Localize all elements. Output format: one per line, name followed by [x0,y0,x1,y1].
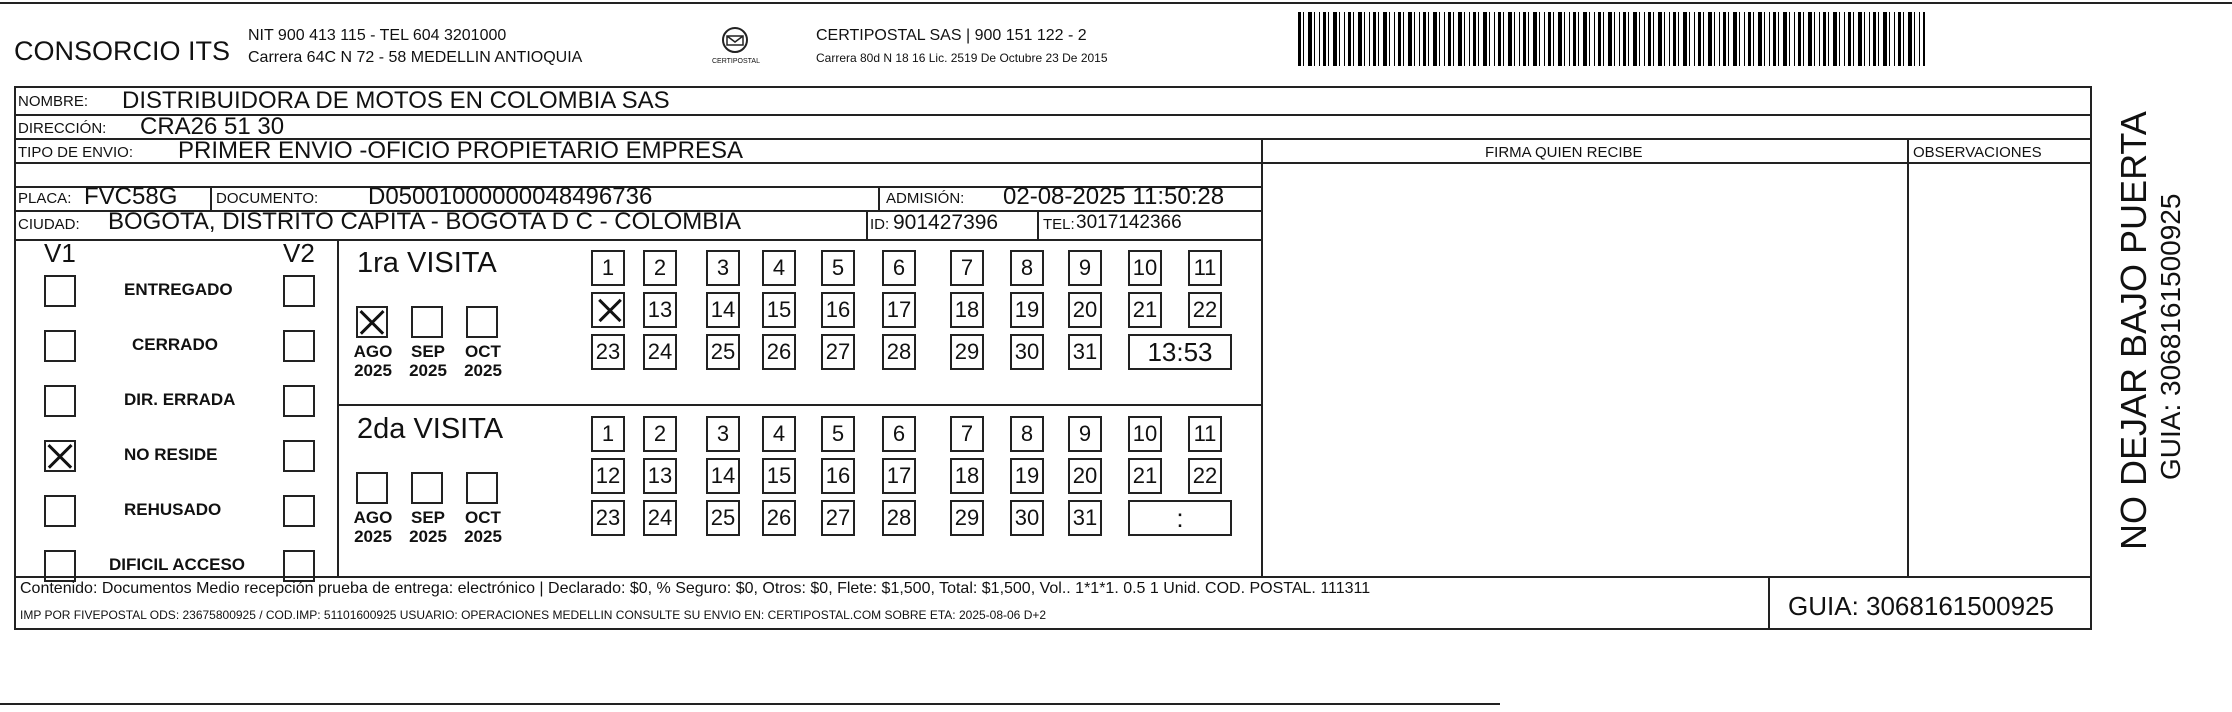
month-label [405,342,451,380]
month-label [350,508,396,546]
day-box-1[interactable]: 1 [591,416,625,452]
status-label: DIR. ERRADA [124,390,236,409]
day-box-20[interactable]: 20 [1068,292,1102,328]
month-label [405,508,451,546]
visit-divider [337,404,1261,406]
day-box-31[interactable]: 31 [1068,334,1102,370]
day-box-1[interactable]: 1 [591,250,625,286]
month-year: 2025 [409,361,447,380]
day-box-4[interactable]: 4 [762,416,796,452]
day-box-21[interactable]: 21 [1128,458,1162,494]
day-box-17[interactable]: 17 [882,292,916,328]
day-box-3[interactable]: 3 [706,416,740,452]
v1-checkbox[interactable] [44,385,76,417]
v1-checkbox[interactable] [44,275,76,307]
day-box-24[interactable]: 24 [643,500,677,536]
v1-checkbox[interactable] [44,550,76,582]
day-box-16[interactable]: 16 [821,458,855,494]
footer-guia: GUIA: 3068161500925 [1788,591,2054,621]
day-box-7[interactable]: 7 [950,416,984,452]
month-year: 2025 [464,527,502,546]
logo-caption: CERTIPOSTAL [712,58,760,65]
day-box-15[interactable]: 15 [762,458,796,494]
top-rule [0,2,2232,4]
day-box-17[interactable]: 17 [882,458,916,494]
month-checkbox-ago[interactable] [356,306,388,338]
month-year: 2025 [354,527,392,546]
day-box-7[interactable]: 7 [950,250,984,286]
carrier-line: CERTIPOSTAL SAS | 900 151 122 - 2 [816,27,1087,44]
month-name: OCT [465,342,501,361]
v1-label: V1 [44,238,76,268]
day-box-19[interactable]: 19 [1010,292,1044,328]
month-label [350,342,396,380]
day-box-8[interactable]: 8 [1010,250,1044,286]
month-year: 2025 [464,361,502,380]
col-divider [337,239,339,576]
day-box-22[interactable]: 22 [1188,458,1222,494]
documento-value: D05001000000048496736 [368,183,653,210]
status-label: REHUSADO [124,500,222,519]
day-box-16[interactable]: 16 [821,292,855,328]
observaciones-label: OBSERVACIONES [1913,144,2042,161]
tipo-envio-value: PRIMER ENVIO -OFICIO PROPIETARIO EMPRESA [178,137,743,164]
day-box-13[interactable]: 13 [643,458,677,494]
v2-checkbox[interactable] [283,385,315,417]
nombre-label: NOMBRE: [18,93,89,110]
day-box-9[interactable]: 9 [1068,250,1102,286]
day-box-6[interactable]: 6 [882,416,916,452]
direccion-value: CRA26 51 30 [140,113,285,140]
month-label [460,508,506,546]
day-box-18[interactable]: 18 [950,458,984,494]
month-label [460,342,506,380]
bottom-rule [0,703,1500,705]
month-checkbox-ago[interactable] [356,472,388,504]
second-visit-title: 2da VISITA [357,413,504,445]
day-box-23[interactable]: 23 [591,334,625,370]
v2-checkbox[interactable] [283,495,315,527]
barcode [1298,12,1925,66]
status-label: NO RESIDE [124,445,218,464]
direccion-label: DIRECCIÓN: [18,120,107,137]
day-box-20[interactable]: 20 [1068,458,1102,494]
day-box-26[interactable]: 26 [762,500,796,536]
admision-label: ADMISIÓN: [886,190,965,207]
day-box-25[interactable]: 25 [706,500,740,536]
col-divider [1907,138,1909,577]
day-box-12[interactable] [591,292,625,328]
status-label: CERRADO [132,335,218,354]
certipostal-logo [706,24,764,70]
day-box-4[interactable]: 4 [762,250,796,286]
day-box-8[interactable]: 8 [1010,416,1044,452]
company-address: Carrera 64C N 72 - 58 MEDELLIN ANTIOQUIA [248,49,583,66]
day-box-6[interactable]: 6 [882,250,916,286]
col-divider [1768,576,1770,630]
v2-checkbox[interactable] [283,330,315,362]
id-value: 901427396 [893,211,999,234]
first-visit-title: 1ra VISITA [357,247,497,279]
day-box-14[interactable]: 14 [706,458,740,494]
footer-imp: IMP POR FIVEPOSTAL ODS: 23675800925 / COD.IMP: 51101600925 USUARIO: OPERACIONES MEDELLIN CONSULTE SU ENVIO EN: CERTIPOSTAL.COM SOBRE ETA: 2025-08-06 D+2 [20,608,1047,622]
v1-checkbox[interactable] [44,330,76,362]
day-box-9[interactable]: 9 [1068,416,1102,452]
v2-label: V2 [283,238,315,268]
day-box-30[interactable]: 30 [1010,334,1044,370]
ciudad-value: BOGOTA, DISTRITO CAPITA - BOGOTA D C - COLOMBIA [108,208,741,235]
month-year: 2025 [409,527,447,546]
day-box-29[interactable]: 29 [950,500,984,536]
month-name: OCT [465,508,501,527]
carrier-address: Carrera 80d N 18 16 Lic. 2519 De Octubre 23 De 2015 [816,51,1108,65]
day-box-11[interactable]: 11 [1188,250,1222,286]
placa-value: FVC58G [84,183,178,210]
day-box-25[interactable]: 25 [706,334,740,370]
day-box-3[interactable]: 3 [706,250,740,286]
company-nit: NIT 900 413 115 - TEL 604 3201000 [248,27,507,44]
ciudad-label: CIUDAD: [18,216,80,233]
day-box-18[interactable]: 18 [950,292,984,328]
second-visit-time[interactable]: : [1128,500,1232,536]
status-label: ENTREGADO [124,280,233,299]
day-box-22[interactable]: 22 [1188,292,1222,328]
day-box-2[interactable]: 2 [643,250,677,286]
day-box-30[interactable]: 30 [1010,500,1044,536]
tel-label: TEL: [1043,216,1075,233]
month-name: SEP [410,342,446,361]
day-box-15[interactable]: 15 [762,292,796,328]
firma-label: FIRMA QUIEN RECIBE [1485,144,1643,161]
day-box-2[interactable]: 2 [643,416,677,452]
day-box-5[interactable]: 5 [821,250,855,286]
col-divider [866,210,868,239]
month-name: AGO [353,342,393,361]
id-label: ID: [870,216,890,233]
day-box-28[interactable]: 28 [882,334,916,370]
day-box-10[interactable]: 10 [1128,250,1162,286]
day-box-24[interactable]: 24 [643,334,677,370]
v2-checkbox[interactable] [283,440,315,472]
side-no-dejar: NO DEJAR BAJO PUERTA [2113,111,2154,550]
nombre-value: DISTRIBUIDORA DE MOTOS EN COLOMBIA SAS [122,87,670,114]
month-year: 2025 [354,361,392,380]
day-box-29[interactable]: 29 [950,334,984,370]
month-checkbox-oct[interactable] [466,306,498,338]
day-box-12[interactable]: 12 [591,458,625,494]
v2-checkbox[interactable] [283,275,315,307]
col-divider [1261,138,1263,577]
month-checkbox-sep[interactable] [411,306,443,338]
month-name: AGO [353,508,393,527]
day-box-27[interactable]: 27 [821,500,855,536]
day-box-19[interactable]: 19 [1010,458,1044,494]
day-box-21[interactable]: 21 [1128,292,1162,328]
day-box-5[interactable]: 5 [821,416,855,452]
v2-checkbox[interactable] [283,550,315,582]
row-divider [14,239,1261,241]
footer-divider [14,576,2092,578]
status-label: DIFICIL ACCESO [109,555,246,574]
v1-checkbox[interactable] [44,440,76,472]
side-guia: GUIA: 3068161500925 [2155,193,2186,480]
footer-contenido: Contenido: Documentos Medio recepción prueba de entrega: electrónico | Declarado: $0, % Seguro: $0, Otros: $0, Flete: $1,500, Total: $1,500, Vol.. 1*1*1. 0.5 1 Unid. COD. POSTAL. 111311 [20,580,1371,597]
tel-value: 3017142366 [1076,212,1182,233]
day-box-23[interactable]: 23 [591,500,625,536]
col-divider [1037,210,1039,239]
day-box-13[interactable]: 13 [643,292,677,328]
col-divider [210,186,212,210]
col-divider [878,186,880,210]
day-box-27[interactable]: 27 [821,334,855,370]
month-name: SEP [410,508,446,527]
documento-label: DOCUMENTO: [216,190,319,207]
tipo-envio-label: TIPO DE ENVIO: [18,144,134,161]
form-frame [14,86,2092,630]
day-box-11[interactable]: 11 [1188,416,1222,452]
day-box-26[interactable]: 26 [762,334,796,370]
day-box-31[interactable]: 31 [1068,500,1102,536]
month-checkbox-sep[interactable] [411,472,443,504]
day-box-10[interactable]: 10 [1128,416,1162,452]
day-box-28[interactable]: 28 [882,500,916,536]
month-checkbox-oct[interactable] [466,472,498,504]
admision-value: 02-08-2025 11:50:28 [1003,183,1225,210]
v1-checkbox[interactable] [44,495,76,527]
company-name: CONSORCIO ITS [14,36,231,66]
placa-label: PLACA: [18,190,72,207]
first-visit-time[interactable]: 13:53 [1128,334,1232,370]
day-box-14[interactable]: 14 [706,292,740,328]
